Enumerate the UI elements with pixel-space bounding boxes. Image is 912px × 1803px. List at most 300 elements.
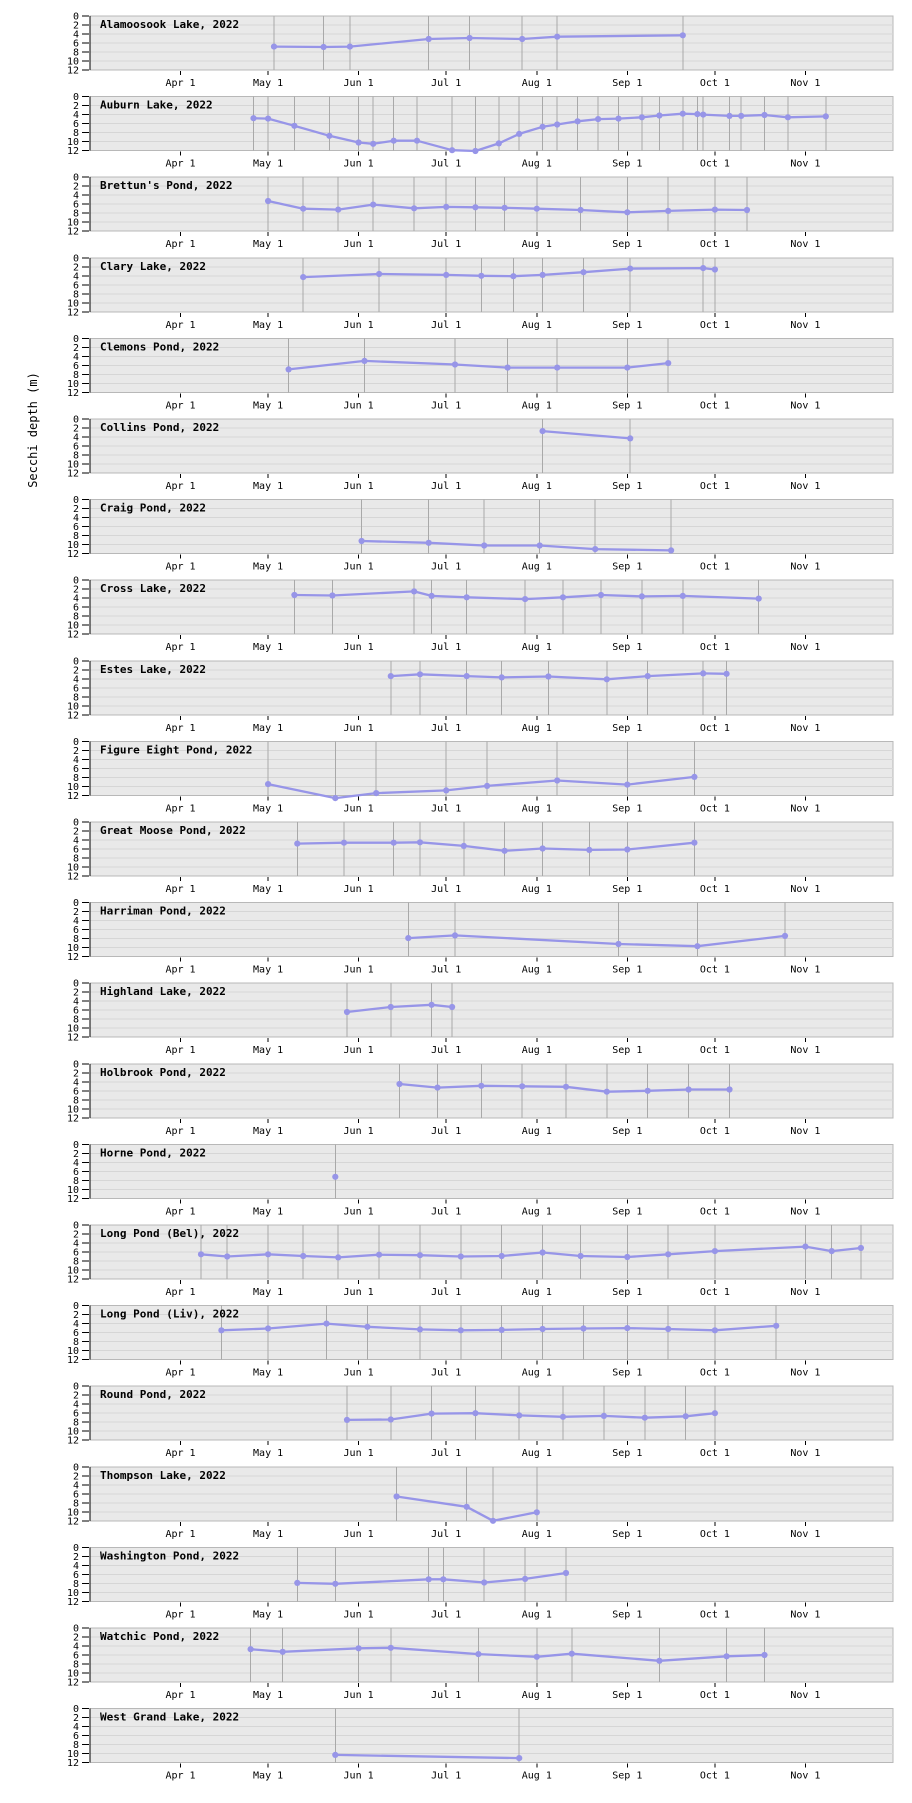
x-tick-label: Nov 1 (790, 1609, 821, 1621)
x-tick-label: Apr 1 (165, 722, 196, 734)
x-tick-label: May 1 (253, 642, 284, 654)
data-point (271, 44, 277, 50)
x-tick-label: Jul 1 (431, 561, 462, 573)
panel-long-pond-liv-2022 (67, 1301, 893, 1379)
y-tick-label: 0 (72, 1462, 79, 1474)
y-tick-label: 4 (72, 513, 79, 525)
data-point (519, 1083, 525, 1089)
y-tick-label: 8 (72, 1740, 79, 1752)
data-point (344, 1009, 350, 1015)
x-tick-label: May 1 (253, 1287, 284, 1298)
x-tick-label: Nov 1 (790, 964, 821, 976)
data-point (773, 1323, 779, 1329)
x-tick-label: Nov 1 (790, 884, 821, 895)
y-tick-label: 8 (72, 1498, 79, 1510)
x-tick-label: Jun 1 (343, 1287, 374, 1298)
y-tick-label: 8 (72, 208, 79, 220)
y-tick-label: 4 (72, 674, 79, 686)
y-tick-label: 6 (72, 683, 79, 695)
x-tick-label: Jun 1 (343, 884, 374, 895)
data-point (575, 118, 581, 124)
data-point (601, 1413, 607, 1419)
data-point (332, 1752, 338, 1758)
y-tick-label: 6 (72, 925, 79, 937)
data-point (569, 1651, 575, 1657)
data-point (265, 1251, 271, 1257)
x-tick-label: May 1 (253, 400, 284, 412)
data-point (665, 1326, 671, 1332)
data-point (499, 674, 505, 680)
x-tick-label: Oct 1 (699, 1367, 730, 1379)
x-tick-label: Jul 1 (431, 1125, 462, 1137)
x-tick-label: May 1 (253, 239, 284, 251)
x-tick-label: May 1 (253, 884, 284, 895)
data-point (615, 116, 621, 122)
data-point (449, 147, 455, 153)
panel-title: Highland Lake, 2022 (100, 985, 226, 999)
y-tick-label: 2 (72, 101, 79, 113)
x-tick-label: May 1 (253, 1045, 284, 1057)
x-tick-label: Aug 1 (521, 1045, 552, 1057)
data-point (373, 790, 379, 796)
y-tick-label: 10 (66, 620, 79, 632)
x-tick-label: Aug 1 (521, 1609, 552, 1621)
y-tick-label: 10 (66, 1749, 79, 1761)
x-tick-label: Aug 1 (521, 239, 552, 251)
data-point (475, 1651, 481, 1657)
x-tick-label: Jul 1 (431, 319, 462, 331)
x-tick-label: Jun 1 (343, 642, 374, 654)
data-point (516, 1412, 522, 1418)
data-point (294, 841, 300, 847)
x-tick-label: May 1 (253, 1609, 284, 1621)
data-point (534, 206, 540, 212)
data-point (537, 542, 543, 548)
y-tick-label: 4 (72, 1238, 79, 1250)
y-tick-label: 4 (72, 1641, 79, 1653)
panel-clemons-pond-2022 (67, 334, 893, 412)
y-tick-label: 4 (72, 1560, 79, 1572)
data-point (291, 592, 297, 598)
x-tick-label: Jul 1 (431, 1045, 462, 1057)
x-tick-label: Jul 1 (431, 1206, 462, 1218)
x-tick-label: Apr 1 (165, 1448, 196, 1460)
x-tick-label: Nov 1 (790, 239, 821, 251)
panel-great-moose-pond-2022 (67, 818, 893, 896)
panel-craig-pond-2022 (67, 495, 893, 572)
x-tick-label: May 1 (253, 1528, 284, 1540)
x-tick-label: Sep 1 (612, 481, 643, 492)
y-tick-label: 4 (72, 271, 79, 283)
panel-figure-eight-pond-2022 (67, 737, 893, 815)
x-tick-label: May 1 (253, 803, 284, 815)
y-tick-label: 4 (72, 1399, 79, 1411)
x-tick-label: Apr 1 (165, 1770, 196, 1782)
x-tick-label: Jul 1 (431, 1770, 462, 1782)
data-point (388, 1416, 394, 1422)
x-tick-label: Sep 1 (612, 158, 643, 170)
x-tick-label: Nov 1 (790, 1206, 821, 1218)
x-tick-label: Sep 1 (612, 803, 643, 815)
y-tick-label: 6 (72, 1731, 79, 1743)
y-tick-label: 0 (72, 414, 79, 426)
data-point (691, 774, 697, 780)
x-tick-label: Apr 1 (165, 884, 196, 895)
y-tick-label: 2 (72, 745, 79, 757)
data-point (356, 139, 362, 145)
y-tick-label: 6 (72, 844, 79, 856)
x-tick-label: Oct 1 (699, 884, 730, 895)
data-point (300, 274, 306, 280)
y-tick-label: 6 (72, 1328, 79, 1340)
x-tick-label: Aug 1 (521, 803, 552, 815)
data-point (452, 932, 458, 938)
x-tick-label: Aug 1 (521, 400, 552, 412)
y-tick-label: 6 (72, 522, 79, 534)
data-point (592, 546, 598, 552)
data-point (554, 34, 560, 40)
panel-title: Long Pond (Liv), 2022 (100, 1307, 240, 1321)
panel-clary-lake-2022 (67, 253, 893, 331)
x-tick-label: Nov 1 (790, 319, 821, 331)
data-point (502, 848, 508, 854)
data-point (434, 1085, 440, 1091)
x-tick-label: Oct 1 (699, 642, 730, 654)
data-point (642, 1415, 648, 1421)
data-point (417, 839, 423, 845)
data-point (712, 266, 718, 272)
data-point (426, 1576, 432, 1582)
x-tick-label: Jul 1 (431, 239, 462, 251)
y-tick-label: 2 (72, 1551, 79, 1563)
y-tick-label: 8 (72, 1175, 79, 1187)
data-point (224, 1253, 230, 1259)
y-tick-label: 0 (72, 817, 79, 829)
y-tick-label: 12 (66, 629, 79, 641)
x-tick-label: Jul 1 (431, 884, 462, 895)
y-tick-label: 2 (72, 1229, 79, 1241)
y-tick-label: 6 (72, 1166, 79, 1178)
y-tick-label: 0 (72, 1059, 79, 1071)
data-point (505, 365, 511, 371)
data-point (376, 1252, 382, 1258)
data-point (265, 1325, 271, 1331)
panel-highland-lake-2022 (67, 979, 893, 1056)
panel-alamoosook-lake-2022 (67, 12, 893, 90)
y-tick-label: 0 (72, 495, 79, 507)
y-tick-label: 4 (72, 593, 79, 605)
data-point (321, 44, 327, 50)
y-tick-label: 0 (72, 1301, 79, 1313)
y-tick-label: 12 (66, 871, 79, 883)
y-tick-label: 10 (66, 862, 79, 874)
y-axis-label: Secchi depth (m) (26, 372, 40, 488)
y-tick-label: 4 (72, 351, 79, 363)
x-tick-label: Jul 1 (431, 158, 462, 170)
y-tick-label: 4 (72, 1480, 79, 1492)
data-point (294, 1580, 300, 1586)
panel-thompson-lake-2022 (67, 1462, 893, 1540)
data-point (627, 266, 633, 272)
x-tick-label: Aug 1 (521, 884, 552, 895)
x-tick-label: Apr 1 (165, 1690, 196, 1701)
y-tick-label: 8 (72, 1578, 79, 1590)
y-tick-label: 0 (72, 172, 79, 184)
data-point (499, 1327, 505, 1333)
y-tick-label: 10 (66, 137, 79, 149)
data-point (464, 1504, 470, 1510)
x-tick-label: Apr 1 (165, 78, 196, 89)
data-point (472, 148, 478, 154)
data-point (595, 116, 601, 122)
data-point (417, 671, 423, 677)
x-tick-label: May 1 (253, 964, 284, 976)
data-point (700, 265, 706, 271)
x-tick-label: Jul 1 (431, 1287, 462, 1298)
y-tick-label: 12 (66, 790, 79, 802)
y-tick-label: 12 (66, 1677, 79, 1689)
data-point (478, 273, 484, 279)
y-tick-label: 4 (72, 110, 79, 122)
data-point (540, 428, 546, 434)
y-tick-label: 12 (66, 1032, 79, 1044)
y-tick-label: 0 (72, 1542, 79, 1554)
x-tick-label: Sep 1 (612, 884, 643, 895)
data-point (411, 205, 417, 211)
y-tick-label: 4 (72, 1722, 79, 1734)
data-point (680, 32, 686, 38)
data-point (286, 366, 292, 372)
y-tick-label: 10 (66, 1668, 79, 1680)
data-point (519, 36, 525, 42)
x-tick-label: Jun 1 (343, 1125, 374, 1137)
y-tick-label: 2 (72, 665, 79, 677)
data-point (443, 272, 449, 278)
data-point (391, 840, 397, 846)
x-tick-label: Nov 1 (790, 1770, 821, 1782)
y-tick-label: 8 (72, 1417, 79, 1429)
data-point (300, 206, 306, 212)
panel-title: Alamoosook Lake, 2022 (100, 18, 240, 31)
x-tick-label: Sep 1 (612, 1367, 643, 1379)
y-tick-label: 8 (72, 611, 79, 623)
data-point (560, 594, 566, 600)
data-point (499, 1253, 505, 1259)
data-point (394, 1493, 400, 1499)
x-tick-label: Aug 1 (521, 642, 552, 654)
data-point (586, 847, 592, 853)
x-tick-label: Apr 1 (165, 1609, 196, 1621)
y-tick-label: 4 (72, 1319, 79, 1331)
x-tick-label: Sep 1 (612, 1770, 643, 1782)
panel-title: Collins Pond, 2022 (100, 421, 220, 434)
x-tick-label: Oct 1 (699, 1690, 730, 1701)
y-tick-label: 12 (66, 1355, 79, 1367)
data-point (496, 140, 502, 146)
x-tick-label: Apr 1 (165, 481, 196, 492)
data-point (624, 782, 630, 788)
data-point (426, 540, 432, 546)
y-tick-label: 6 (72, 1569, 79, 1581)
panel-collins-pond-2022 (67, 415, 893, 493)
y-tick-label: 10 (66, 1023, 79, 1035)
y-tick-label: 2 (72, 504, 79, 516)
data-point (668, 547, 674, 553)
x-tick-label: Nov 1 (790, 1528, 821, 1540)
data-point (429, 593, 435, 599)
y-tick-label: 12 (66, 1113, 79, 1125)
y-tick-label: 6 (72, 1650, 79, 1662)
data-point (540, 1249, 546, 1255)
y-tick-label: 8 (72, 369, 79, 381)
y-tick-label: 8 (72, 289, 79, 301)
data-point (452, 361, 458, 367)
x-tick-label: Sep 1 (612, 239, 643, 251)
x-tick-label: Jul 1 (431, 1448, 462, 1460)
x-tick-label: Nov 1 (790, 481, 821, 492)
panel-title: Craig Pond, 2022 (100, 501, 206, 515)
x-tick-label: Oct 1 (699, 1206, 730, 1218)
x-tick-label: Jun 1 (343, 239, 374, 251)
x-tick-label: Oct 1 (699, 158, 730, 170)
data-point (738, 113, 744, 119)
y-tick-label: 4 (72, 29, 79, 41)
y-tick-label: 10 (66, 943, 79, 955)
y-tick-label: 8 (72, 1659, 79, 1671)
data-point (656, 112, 662, 118)
x-tick-label: Nov 1 (790, 1287, 821, 1298)
data-point (604, 676, 610, 682)
x-tick-label: Oct 1 (699, 1528, 730, 1540)
data-point (624, 365, 630, 371)
data-point (329, 592, 335, 598)
y-tick-label: 6 (72, 763, 79, 775)
y-tick-label: 6 (72, 280, 79, 292)
y-tick-label: 10 (66, 298, 79, 310)
panel-brettun-s-pond-2022 (67, 173, 893, 251)
data-point (484, 783, 490, 789)
x-tick-label: May 1 (253, 1690, 284, 1701)
x-tick-label: Oct 1 (699, 319, 730, 331)
panel-title: West Grand Lake, 2022 (100, 1710, 240, 1724)
y-tick-label: 4 (72, 835, 79, 847)
data-point (522, 1576, 528, 1582)
y-tick-label: 0 (72, 898, 79, 910)
panel-round-pond-2022 (67, 1382, 893, 1460)
x-tick-label: Aug 1 (521, 481, 552, 492)
data-point (624, 846, 630, 852)
data-point (691, 840, 697, 846)
data-point (376, 271, 382, 277)
x-tick-label: Oct 1 (699, 78, 730, 89)
x-tick-label: Sep 1 (612, 319, 643, 331)
data-point (391, 138, 397, 144)
data-point (332, 1581, 338, 1587)
x-tick-label: Nov 1 (790, 400, 821, 412)
y-tick-label: 2 (72, 262, 79, 274)
data-point (724, 671, 730, 677)
data-point (464, 594, 470, 600)
y-tick-label: 12 (66, 952, 79, 964)
panel-title: Thompson Lake, 2022 (100, 1468, 226, 1482)
x-tick-label: Aug 1 (521, 1528, 552, 1540)
x-tick-label: Jul 1 (431, 722, 462, 734)
y-tick-label: 2 (72, 1390, 79, 1402)
y-tick-label: 2 (72, 423, 79, 435)
x-tick-label: Aug 1 (521, 1690, 552, 1701)
x-tick-label: Aug 1 (521, 1287, 552, 1298)
y-tick-label: 8 (72, 772, 79, 784)
y-tick-label: 6 (72, 1005, 79, 1017)
panel-auburn-lake-2022 (67, 92, 893, 170)
data-point (458, 1327, 464, 1333)
x-tick-label: May 1 (253, 78, 284, 89)
panel-title: Horne Pond, 2022 (100, 1146, 206, 1160)
data-point (359, 538, 365, 544)
panel-horne-pond-2022 (67, 1140, 893, 1218)
y-tick-label: 10 (66, 56, 79, 68)
x-tick-label: Sep 1 (612, 1125, 643, 1137)
y-tick-label: 0 (72, 1623, 79, 1635)
data-point (218, 1327, 224, 1333)
x-tick-label: Apr 1 (165, 642, 196, 654)
y-tick-label: 10 (66, 1507, 79, 1519)
y-tick-label: 6 (72, 199, 79, 211)
x-tick-label: Jul 1 (431, 1690, 462, 1701)
x-tick-label: Oct 1 (699, 803, 730, 815)
x-tick-label: Jun 1 (343, 78, 374, 89)
data-point (858, 1245, 864, 1251)
x-tick-label: May 1 (253, 1448, 284, 1460)
y-tick-label: 6 (72, 360, 79, 372)
x-tick-label: Jun 1 (343, 1690, 374, 1701)
data-point (332, 795, 338, 801)
data-point (656, 1658, 662, 1664)
panel-watchic-pond-2022 (67, 1624, 893, 1702)
x-tick-label: Oct 1 (699, 1609, 730, 1621)
x-tick-label: May 1 (253, 722, 284, 734)
y-tick-label: 10 (66, 459, 79, 471)
data-point (323, 1321, 329, 1327)
y-tick-label: 8 (72, 1014, 79, 1026)
data-point (417, 1252, 423, 1258)
x-tick-label: Apr 1 (165, 1367, 196, 1379)
data-point (554, 365, 560, 371)
y-tick-label: 12 (66, 1193, 79, 1205)
data-point (198, 1251, 204, 1257)
panel-title: Figure Eight Pond, 2022 (100, 743, 253, 757)
data-point (712, 1248, 718, 1254)
data-point (540, 1326, 546, 1332)
data-point (502, 205, 508, 211)
data-point (265, 116, 271, 122)
data-point (481, 1579, 487, 1585)
data-point (645, 673, 651, 679)
y-tick-label: 8 (72, 128, 79, 140)
data-point (785, 114, 791, 120)
x-tick-label: Sep 1 (612, 1287, 643, 1298)
panel-washington-pond-2022 (67, 1543, 893, 1621)
x-tick-label: Oct 1 (699, 1287, 730, 1298)
panel-cross-lake-2022 (67, 576, 893, 654)
y-tick-label: 2 (72, 20, 79, 32)
y-tick-label: 12 (66, 468, 79, 480)
data-point (726, 113, 732, 119)
x-tick-label: Apr 1 (165, 1206, 196, 1218)
x-tick-label: Nov 1 (790, 1045, 821, 1057)
y-tick-label: 8 (72, 1095, 79, 1107)
x-tick-label: Aug 1 (521, 158, 552, 170)
